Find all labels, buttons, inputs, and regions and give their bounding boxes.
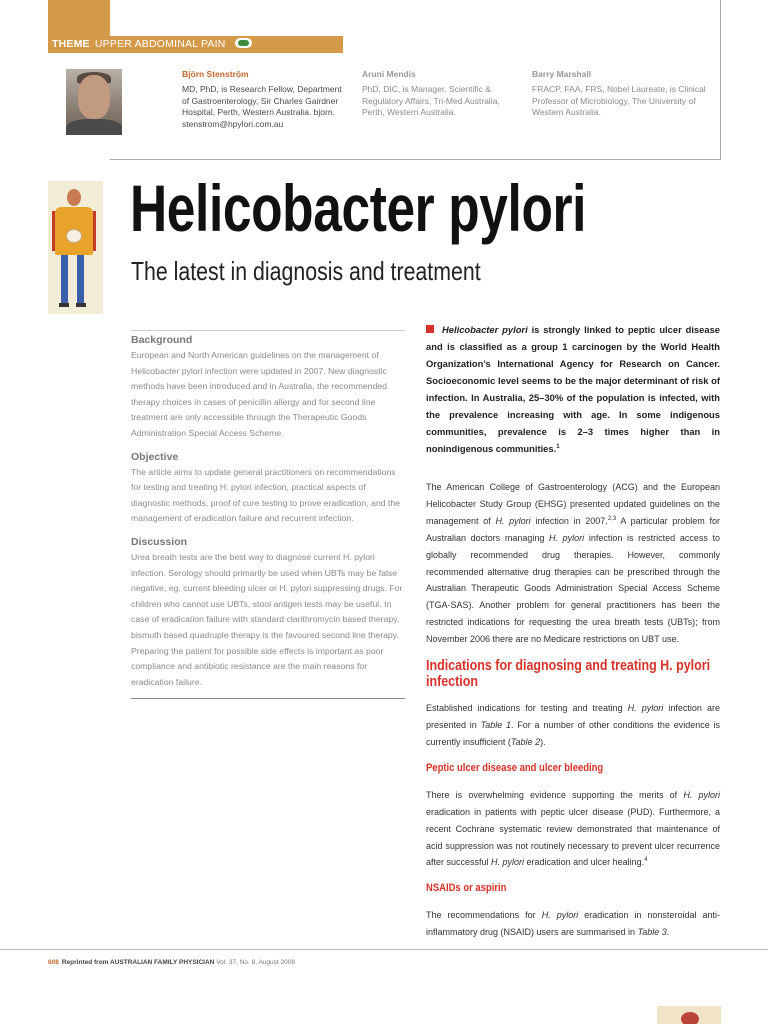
intro-italic: Helicobacter pylori — [442, 324, 528, 335]
body-paragraph: There is overwhelming evidence supporting the merits of H. pylori eradication in patients with peptic ulcer disease (PUD). Furthermore, a recent Cochrane systematic review demonstrated that maintenance of acid suppression was not routinely necessary to prevent ulcer recurrence after successful H. pylori eradication and ulcer healing.$^4$ — [426, 789, 720, 868]
body-paragraph: The American College of Gastroenterology (ACG) and the European Helicobacter Study Group (EHSG) presented updated guidelines on the management of H. pylori infection in 2007.$^{2,3}$ A particular problem for Australian doctors managing H. pylori infection is restricted access to globally recommended drug therapies. However, commonly recommended alternative drug therapies can be prescribed through the Australian Therapeutic Goods Administration Special Access Scheme (TGA-SAS). Another problem for general practitioners has been the restricted indications for requesting the urea breath tests (UBTs); from November 2006 there are no Medicare restrictions on UBT use. — [426, 482, 720, 645]
author-photo — [66, 69, 122, 135]
header-tab-block — [48, 0, 110, 36]
article-subtitle: The latest in diagnosis and treatment — [131, 256, 481, 286]
article-title: Helicobacter pylori — [130, 171, 587, 245]
red-square-bullet-icon — [426, 325, 434, 333]
abstract-top-rule — [131, 330, 405, 331]
section-heading: Indications for diagnosing and treating H. pylori infection — [426, 658, 711, 691]
figure-illustration — [48, 181, 103, 314]
author-name: Björn Stenström — [182, 69, 249, 79]
author-bio-line: Perth, Western Australia. — [362, 107, 456, 117]
background-heading: Background — [131, 334, 193, 346]
reference-link[interactable]: 4 — [644, 857, 648, 864]
author-bio-line: MD, PhD, is Research Fellow, Department — [182, 84, 342, 94]
table-reference-link[interactable]: Table 2 — [510, 736, 541, 747]
page-footer — [48, 959, 295, 966]
abstract-bottom-rule — [131, 698, 405, 699]
objective-heading: Objective — [131, 450, 179, 463]
body-paragraph: Established indications for testing and treating H. pylori infection are presented in Table 1. For a number of other conditions the evidence is currently insufficient (Table 2). — [426, 703, 720, 747]
corner-illustration — [657, 1006, 721, 1024]
table-reference-link[interactable]: Table 1 — [480, 719, 512, 730]
author-bio — [532, 84, 717, 119]
author-bio — [362, 84, 522, 119]
author-bio-line: PhD, DIC, is Manager, Scientific & — [362, 84, 491, 94]
abstract-box — [131, 330, 405, 699]
table-reference-link[interactable]: Table 3 — [637, 927, 667, 938]
theme-label: THEME — [52, 38, 90, 50]
author-name: Barry Marshall — [532, 69, 592, 79]
author-bio — [182, 84, 352, 130]
theme-title: UPPER ABDOMINAL PAIN — [94, 38, 226, 50]
author-bio-line: Professor of Microbiology, The University of — [532, 95, 696, 106]
author-email[interactable]: stenstrom@hpylori.com.au — [182, 118, 284, 129]
author-2 — [362, 69, 522, 119]
article-body — [426, 321, 720, 951]
author-bio-line: Hospital, Perth, Western Australia. bjorn. — [182, 107, 335, 117]
intro-paragraph — [426, 321, 720, 457]
discussion-text: Urea breath tests are the best way to diagnose current H. pylori infection. Serology should primarily be used when UBTs may be false negative, eg. current bleeding ulcer or H. pylori suppressing drugs. For children who cannot use UBTs, stool antigen tests may be useful. In case of eradication failure with standard clarithromycin based therapy, bismuth based quadruple therapy is the favoured second line therapy. Preparing the patient for possible side effects is important as poor compliance and antibiotic resistance are the main reasons for eradication failure. — [131, 551, 403, 687]
footer-rule — [0, 949, 768, 950]
author-3 — [532, 69, 717, 119]
author-bio-line: Regulatory Affairs, Tri-Med Australia, — [362, 95, 500, 106]
objective-text: The article aims to update general practitioners on recommendations for testing and treating H. pylori infection, practical aspects of diagnostic methods, proof of cure testing to prove eradication, and the management of eradication failure and recurrent infection. — [131, 466, 400, 524]
reference-link[interactable]: 2,3 — [607, 515, 617, 522]
author-bio-line: of Gastroenterology, Sir Charles Gairdner — [182, 95, 339, 106]
discussion-heading: Discussion — [131, 535, 188, 548]
subsection-heading: NSAIDs or aspirin — [426, 882, 507, 895]
body-paragraph: The recommendations for H. pylori eradication in nonsteroidal anti-inflammatory drug (NSAID) users are summarised in Table 3. — [426, 910, 721, 938]
intro-text: is strongly linked to peptic ulcer disease and is classified as a group 1 carcinogen by the World Health Organization’s International Agency for Research on Cancer. Socioeconomic level seems to be the major determinant of risk of infection. In Australia, 25–30% of the population is infected, with the prevalence increasing with age. In some indigenous communities, prevalence is 2–3 times higher than in nonindigenous communities. — [426, 324, 721, 454]
reprint-text: Reprinted from AUSTRALIAN FAMILY PHYSICIAN — [61, 959, 215, 966]
author-name: Aruni Mendis — [362, 69, 416, 79]
author-1 — [182, 69, 352, 130]
subsection-heading: Peptic ulcer disease and ulcer bleeding — [426, 761, 604, 774]
reference-link[interactable]: 1 — [556, 443, 560, 450]
author-bio-line: FRACP, FAA, FRS, Nobel Laureate, is Clinical — [532, 84, 706, 94]
author-bio-line: Western Australia. — [532, 107, 601, 117]
page-number: 608 — [48, 959, 59, 966]
background-text: European and North American guidelines on the management of Helicobacter pylori infection were updated in 2007. New diagnostic methods have been introduced and in Australia, the recommended therapy choices in cases of penicillin allergy and for second line treatment are only accessible through the Therapeutic Goods Administration Special Access Scheme. — [131, 350, 387, 438]
issue-text: Vol. 37, No. 8, August 2008 — [214, 959, 295, 966]
